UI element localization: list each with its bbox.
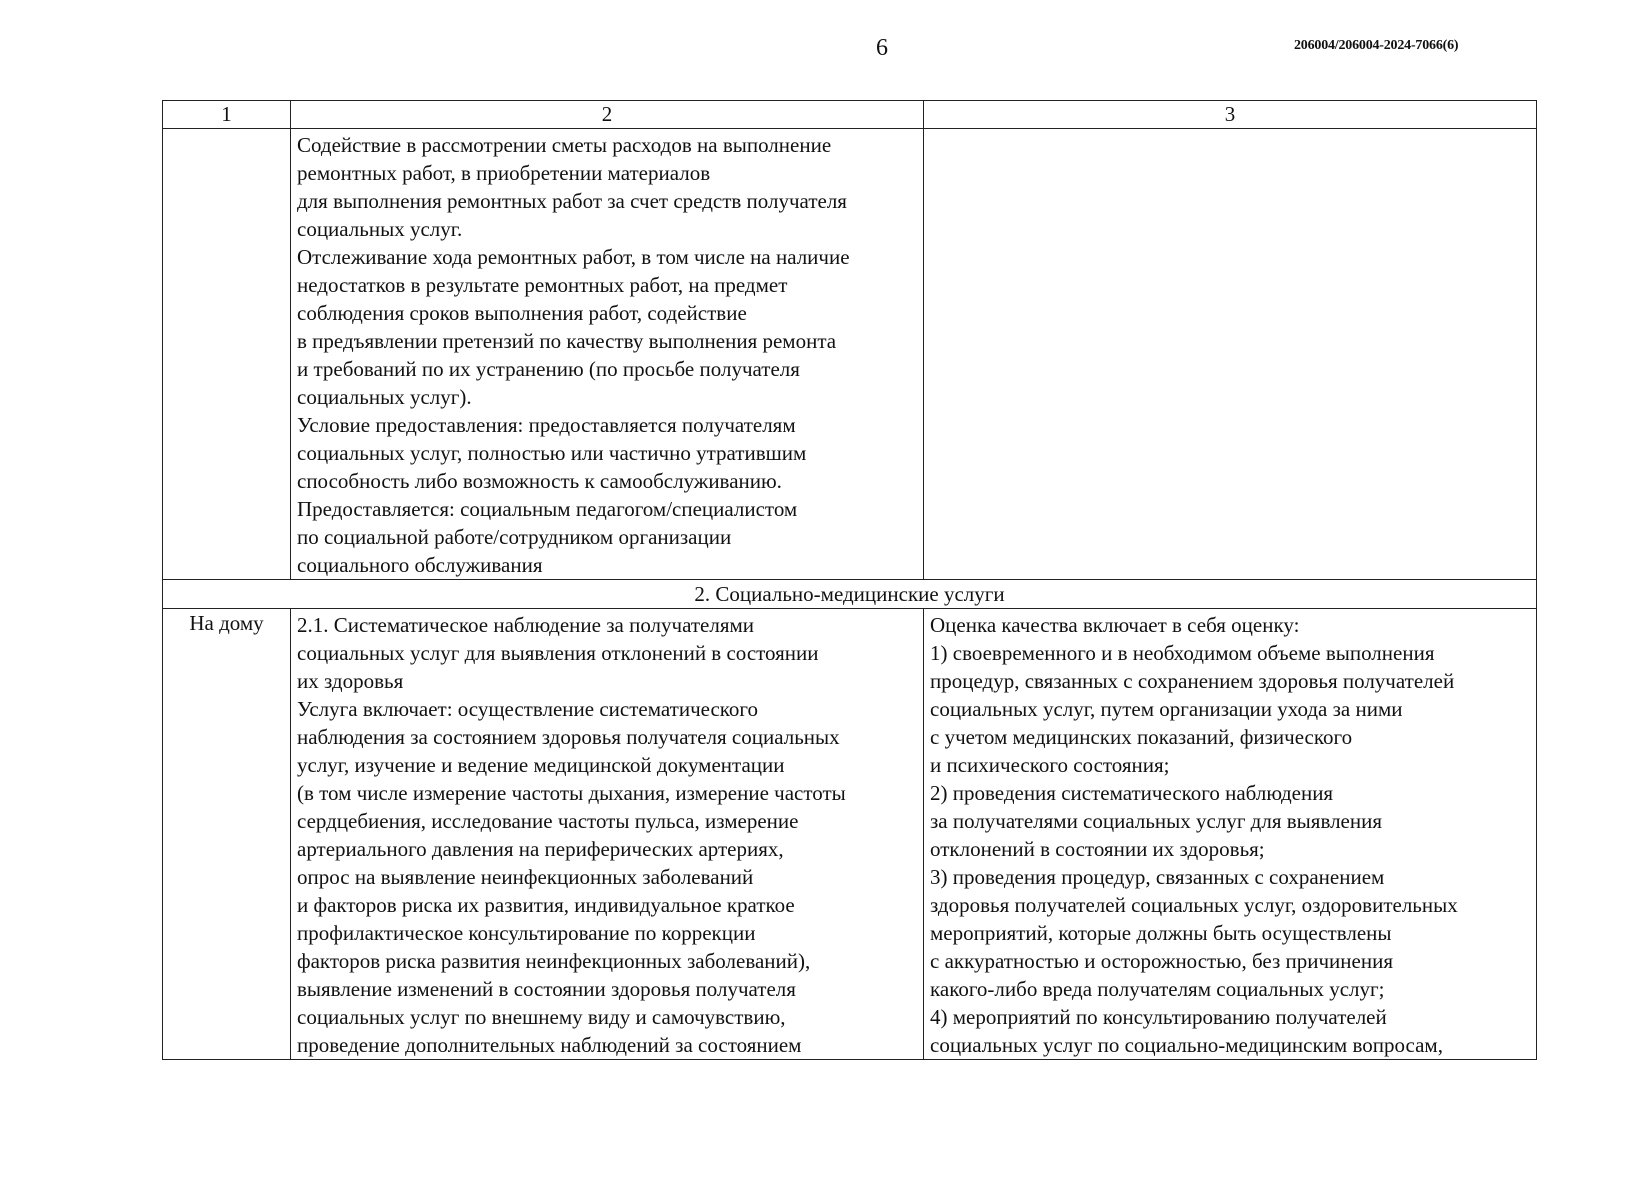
text-line: и факторов риска их развития, индивидуальное краткое [297, 893, 795, 917]
text-line: сердцебиения, исследование частоты пульса, измерение [297, 809, 799, 833]
text-line: их здоровья [297, 669, 404, 693]
text-line: и психического состояния; [930, 753, 1170, 777]
service-description-text [291, 609, 923, 1059]
text-line: социальных услуг для выявления отклонений в состоянии [297, 641, 819, 665]
text-line: мероприятий, которые должны быть осуществлены [930, 921, 1392, 945]
text-line: опрос на выявление неинфекционных заболеваний [297, 865, 754, 889]
column-number-3: 3 [924, 101, 1537, 129]
text-line: отклонений в состоянии их здоровья; [930, 837, 1265, 861]
text-line: способность либо возможность к самообслуживанию. [297, 469, 782, 493]
column-number-1: 1 [163, 101, 291, 129]
text-line: Отслеживание хода ремонтных работ, в том числе на наличие [297, 245, 850, 269]
section-title: 2. Социально-медицинские услуги [163, 580, 1537, 609]
text-line: 3) проведения процедур, связанных с сохранением [930, 865, 1385, 889]
text-line: процедур, связанных с сохранением здоровья получателей [930, 669, 1455, 693]
text-line: артериального давления на периферических артериях, [297, 837, 784, 861]
text-line: Условие предоставления: предоставляется получателям [297, 413, 796, 437]
service-description-text [291, 129, 923, 579]
text-line: ремонтных работ, в приобретении материалов [297, 161, 711, 185]
text-line: 4) мероприятий по консультированию получателей [930, 1005, 1387, 1029]
table-row [163, 129, 1537, 580]
quality-assessment-text [924, 609, 1536, 1059]
text-line: Предоставляется: социальным педагогом/специалистом [297, 497, 798, 521]
text-line: социальных услуг, полностью или частично утратившим [297, 441, 807, 465]
column-number-2: 2 [291, 101, 924, 129]
text-line: здоровья получателей социальных услуг, оздоровительных [930, 893, 1458, 917]
page-number: 6 [876, 35, 888, 61]
text-line: факторов риска развития неинфекционных заболеваний), [297, 949, 811, 973]
services-table [162, 100, 1537, 1060]
service-description-cell [291, 609, 924, 1060]
text-line: социальных услуг по внешнему виду и самочувствию, [297, 1005, 786, 1029]
service-description-cell [291, 129, 924, 580]
text-line: социальных услуг). [297, 385, 472, 409]
text-line: по социальной работе/сотрудником организации [297, 525, 732, 549]
text-line: 2.1. Систематическое наблюдение за получателями [297, 613, 755, 637]
text-line: социального обслуживания [297, 553, 543, 577]
row-label-cell [163, 129, 291, 580]
text-line: с учетом медицинских показаний, физического [930, 725, 1353, 749]
text-line: 2) проведения систематического наблюдения [930, 781, 1334, 805]
table-row [163, 609, 1537, 1060]
text-line: профилактическое консультирование по коррекции [297, 921, 756, 945]
row-label-cell: На дому [163, 609, 291, 1060]
text-line: социальных услуг, путем организации ухода за ними [930, 697, 1403, 721]
text-line: услуг, изучение и ведение медицинской документации [297, 753, 785, 777]
document-number: 206004/206004-2024-7066(6) [1294, 38, 1459, 53]
text-line: наблюдения за состоянием здоровья получателя социальных [297, 725, 840, 749]
table-header-row [163, 101, 1537, 129]
text-line: Услуга включает: осуществление систематического [297, 697, 759, 721]
text-line: для выполнения ремонтных работ за счет средств получателя [297, 189, 847, 213]
quality-assessment-cell [924, 609, 1537, 1060]
text-line: и требований по их устранению (по просьбе получателя [297, 357, 800, 381]
text-line: социальных услуг по социально-медицинским вопросам, [930, 1033, 1443, 1057]
text-line: 1) своевременного и в необходимом объеме выполнения [930, 641, 1435, 665]
text-line: за получателями социальных услуг для выявления [930, 809, 1383, 833]
quality-assessment-cell [924, 129, 1537, 580]
text-line: (в том числе измерение частоты дыхания, измерение частоты [297, 781, 846, 805]
text-line: проведение дополнительных наблюдений за состоянием [297, 1033, 802, 1057]
section-row [163, 580, 1537, 609]
text-line: в предъявлении претензий по качеству выполнения ремонта [297, 329, 837, 353]
text-line: соблюдения сроков выполнения работ, содействие [297, 301, 747, 325]
text-line: с аккуратностью и осторожностью, без причинения [930, 949, 1393, 973]
text-line: Содействие в рассмотрении сметы расходов на выполнение [297, 133, 832, 157]
text-line: недостатков в результате ремонтных работ, на предмет [297, 273, 788, 297]
text-line: Оценка качества включает в себя оценку: [930, 613, 1300, 637]
text-line: социальных услуг. [297, 217, 463, 241]
text-line: выявление изменений в состоянии здоровья получателя [297, 977, 796, 1001]
text-line: какого-либо вреда получателям социальных услуг; [930, 977, 1385, 1001]
